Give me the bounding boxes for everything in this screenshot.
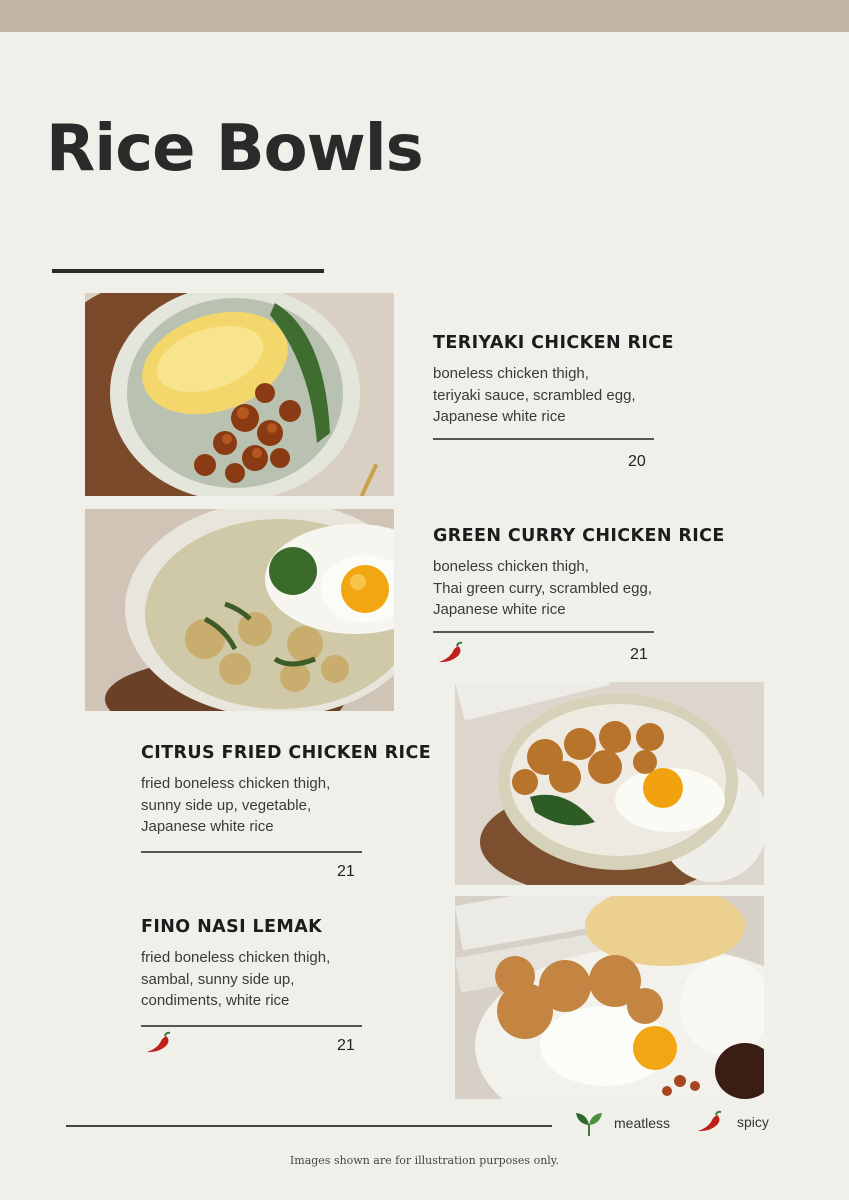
- description-line: sunny side up, vegetable,: [141, 796, 312, 814]
- description-line: boneless chicken thigh,: [433, 558, 589, 575]
- description-line: fried boneless chicken thigh,: [141, 775, 331, 792]
- leaf-icon: [574, 1108, 604, 1138]
- title-underline: [52, 269, 324, 273]
- description-line: Japanese white rice: [141, 818, 274, 835]
- fino-nasi-lemak-photo: [455, 896, 764, 1099]
- description-line: Japanese white rice: [433, 408, 566, 425]
- chili-icon: [695, 1108, 727, 1136]
- description-line: sambal, sunny side up,: [141, 970, 295, 988]
- chili-icon: [144, 1030, 176, 1056]
- item-description: [433, 556, 733, 621]
- footer-divider: [66, 1125, 552, 1127]
- item-divider: [141, 1025, 362, 1027]
- menu-item-teriyaki-chicken-rice: [433, 333, 733, 428]
- item-price: 21: [337, 863, 355, 880]
- top-bar: [0, 0, 849, 32]
- item-price: 20: [628, 453, 646, 470]
- item-description: [433, 363, 733, 428]
- item-name: TERIYAKI CHICKEN RICE: [433, 333, 674, 353]
- disclaimer: Images shown are for illustration purposes only.: [289, 1154, 560, 1167]
- item-divider: [141, 851, 362, 853]
- description-line: boneless chicken thigh,: [433, 365, 589, 382]
- item-price: 21: [337, 1037, 355, 1054]
- description-line: Japanese white rice: [433, 601, 566, 618]
- description-line: teriyaki sauce, scrambled egg,: [433, 386, 636, 404]
- item-description: [141, 773, 441, 838]
- legend-spicy: [695, 1108, 769, 1136]
- item-price: 21: [630, 646, 648, 663]
- menu-item-green-curry-chicken-rice: [433, 526, 733, 621]
- description-line: fried boneless chicken thigh,: [141, 949, 331, 966]
- description-line: Thai green curry, scrambled egg,: [433, 579, 652, 597]
- item-name: GREEN CURRY CHICKEN RICE: [433, 526, 725, 546]
- item-description: [141, 947, 441, 1012]
- description-line: condiments, white rice: [141, 992, 290, 1009]
- teriyaki-chicken-rice-photo: [85, 293, 394, 496]
- page-title: Rice Bowls: [46, 112, 423, 186]
- menu-item-citrus-fried-chicken-rice: [141, 743, 441, 838]
- item-name: FINO NASI LEMAK: [141, 917, 323, 937]
- legend-spicy-label: spicy: [737, 1114, 769, 1130]
- item-divider: [433, 438, 654, 440]
- citrus-fried-chicken-rice-photo: [455, 682, 764, 885]
- item-divider: [433, 631, 654, 633]
- green-curry-chicken-rice-photo: [85, 509, 394, 711]
- menu-item-fino-nasi-lemak: [141, 917, 441, 1012]
- legend-meatless-label: meatless: [614, 1115, 671, 1131]
- item-name: CITRUS FRIED CHICKEN RICE: [141, 743, 432, 763]
- legend-meatless: [574, 1108, 670, 1138]
- chili-icon: [436, 640, 468, 666]
